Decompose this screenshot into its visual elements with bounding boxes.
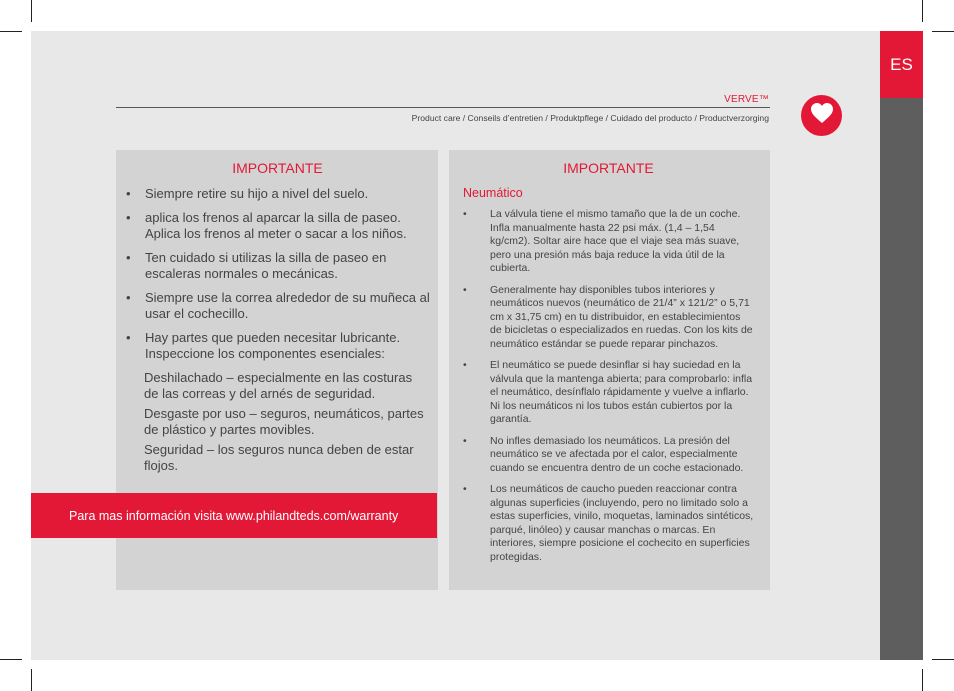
- brand-name: VERVE™: [724, 94, 769, 105]
- warranty-banner: [31, 493, 437, 538]
- list-item: • No infles demasiado los neumáticos. La presión del neumático se ve afectada por el calor, especialmente cuando se encuentra dentro de un coche estacionado.: [463, 435, 754, 476]
- crop-mark: [31, 669, 32, 691]
- sub-item: Seguridad – los seguros nunca deben de estar flojos.: [144, 442, 414, 473]
- section-heading: Neumático: [463, 186, 523, 200]
- warranty-text: Para mas información visita www.philandteds.com/warranty: [69, 508, 399, 523]
- crop-mark: [0, 31, 22, 32]
- heart-icon: [810, 102, 834, 129]
- crop-mark: [0, 659, 22, 660]
- list-item: • La válvula tiene el mismo tamaño que la de un coche. Infla manualmente hasta 22 psi máx. (1,4 – 1,54 kg/cm2). Soltar aire hace que el viaje sea más suave, pero una presión más baja reduce la vida útil de la cubierta.: [463, 208, 754, 276]
- right-panel-title: IMPORTANTE: [563, 160, 654, 176]
- sub-item: Desgaste por uso – seguros, neumáticos, partes de plástico y partes movibles.: [144, 406, 424, 437]
- list-item: • Ten cuidado si utilizas la silla de paseo en escaleras normales o mecánicas.: [125, 250, 430, 282]
- list-item: • Hay partes que pueden necesitar lubricante. Inspeccione los componentes esenciales:: [125, 330, 430, 362]
- crop-mark: [932, 31, 954, 32]
- list-item: • El neumático se puede desinflar si hay suciedad en la válvula que la mantenga abierta; para comprobarlo: infla el neumático, desínflalo rápidamente y vuelve a inflarlo. Ni los neumáticos ni los tubos están cubiertos por la garantía.: [463, 359, 754, 427]
- crop-mark: [922, 669, 923, 691]
- list-item: • Generalmente hay disponibles tubos interiores y neumáticos nuevos (neumático de 21/4” x 121/2” o 5,71 cm x 31,75 cm) en tu distribuidor, en establecimientos de bicicletas o especializados en ruedas. Con los kits de neumático estándar se puede reparar pinchazos.: [463, 284, 754, 352]
- heart-badge: [801, 95, 842, 136]
- side-strip: [880, 31, 923, 660]
- crop-mark: [932, 659, 954, 660]
- right-bullet-list: [463, 208, 754, 564]
- list-item: • Siempre use la correa alrededor de su muñeca al usar el cochecillo.: [125, 290, 430, 322]
- header-divider: [116, 107, 770, 108]
- list-item: • Los neumáticos de caucho pueden reaccionar contra algunas superficies (incluyendo, pero no limitado solo a estas superficies, vinilo, moquetas, laminados sintéticos, parqué, linóleo) y causar manchas o marcas. En interiores, siempre posicione el cochecito en superficies protegidas.: [463, 483, 754, 564]
- left-panel-title: IMPORTANTE: [232, 160, 323, 176]
- right-panel: [449, 150, 770, 590]
- sub-item: Deshilachado – especialmente en las costuras de las correas y del arnés de seguridad.: [144, 370, 413, 401]
- language-tab: ES: [880, 31, 923, 98]
- list-item: • aplica los frenos al aparcar la silla de paseo. Aplica los frenos al meter o sacar a los niños.: [125, 210, 430, 242]
- crop-mark: [922, 0, 923, 22]
- crop-mark: [31, 0, 32, 22]
- left-bullet-list: [125, 186, 430, 362]
- list-item: • Siempre retire su hijo a nivel del suelo.: [125, 186, 430, 202]
- page-subtitle: Product care / Conseils d’entretien / Produktpflege / Cuidado del producto / Productverzorging: [411, 113, 769, 123]
